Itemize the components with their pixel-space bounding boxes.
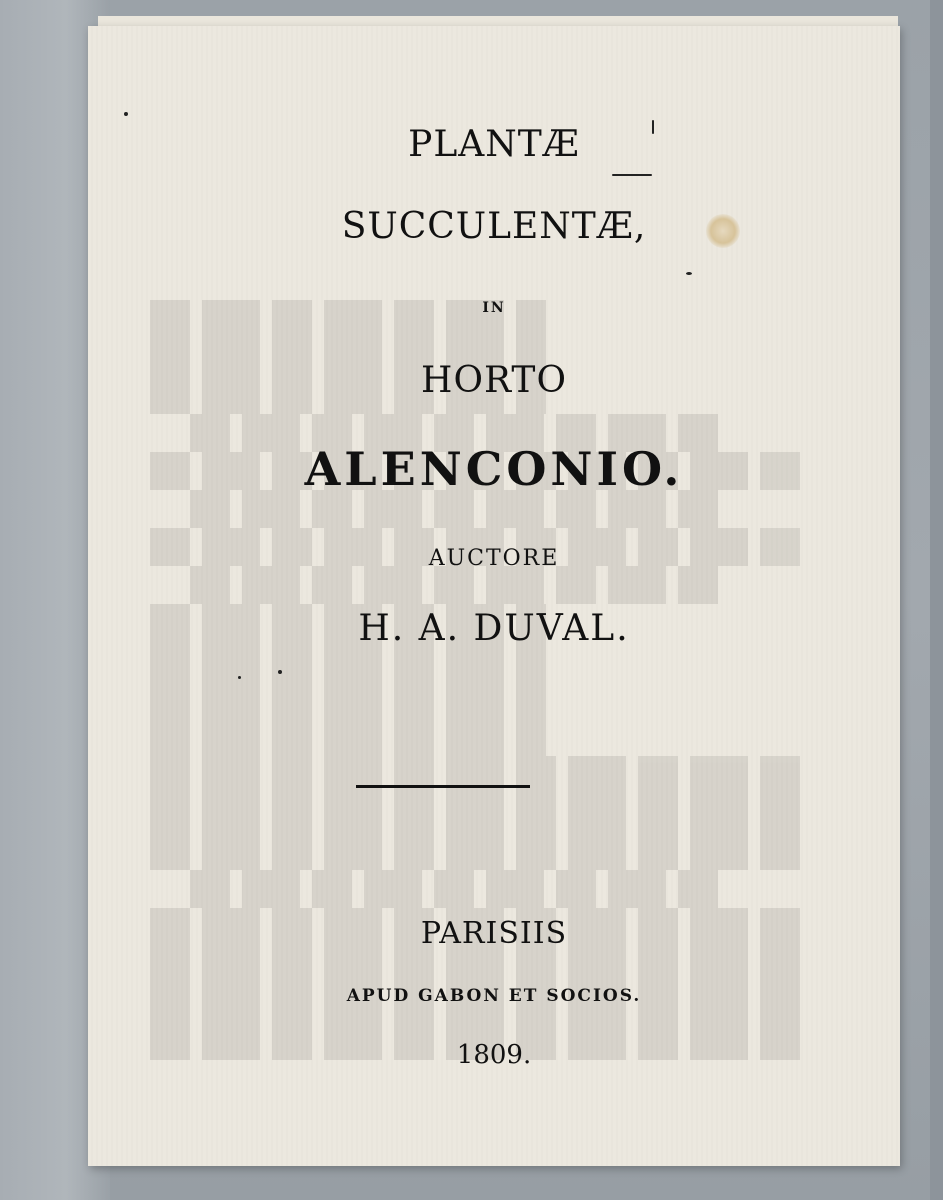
imprint-place: PARISIIS <box>420 916 568 951</box>
title-line-succulentae: SUCCULENTÆ, <box>341 206 647 247</box>
title-line-in: IN <box>482 300 506 316</box>
divider-rule <box>356 785 530 788</box>
ink-speck <box>124 112 128 116</box>
title-line-plantae: PLANTÆ <box>408 124 580 165</box>
author-name: H. A. DUVAL. <box>358 608 630 649</box>
imprint-publisher: APUD GABON ET SOCIOS. <box>346 986 642 1006</box>
ink-speck <box>278 670 282 674</box>
ink-speck <box>238 676 241 679</box>
title-line-horto: HORTO <box>421 360 567 401</box>
author-label: AUCTORE <box>428 546 560 571</box>
imprint-year: 1809. <box>456 1040 532 1070</box>
ink-speck <box>612 174 652 176</box>
ink-speck <box>686 272 692 275</box>
title-line-alenconio: ALENCONIO. <box>304 442 684 496</box>
